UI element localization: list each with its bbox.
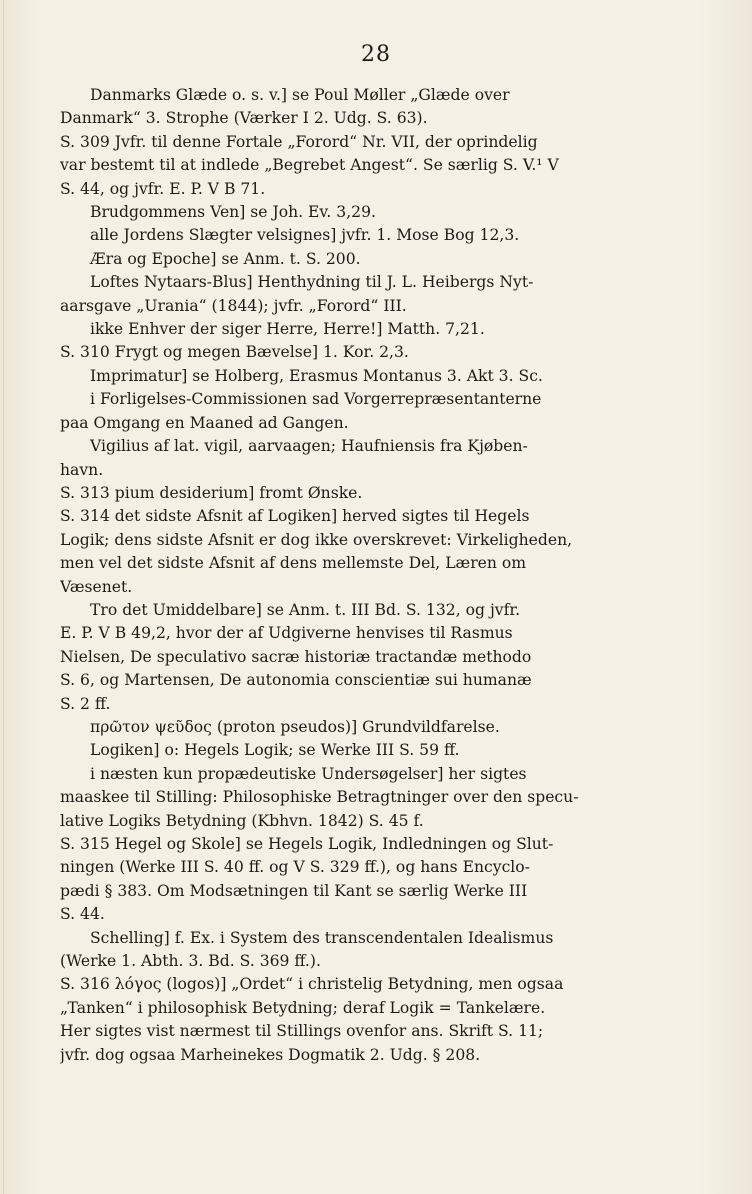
text-line: Loftes Nytaars-Blus] Henthydning til J. L. Heibergs Nyt- (90, 273, 534, 292)
text-line: paa Omgang en Maaned ad Gangen. (60, 413, 349, 432)
text-line: havn. (60, 460, 104, 479)
text-line: S. 2 ff. (60, 694, 111, 713)
text-line: S. 313 pium desiderium] fromt Ønske. (60, 483, 363, 502)
text-line: (Werke 1. Abth. 3. Bd. S. 369 ff.). (60, 952, 321, 971)
text-line: jvfr. dog ogsaa Marheinekes Dogmatik 2. Udg. § 208. (60, 1045, 481, 1064)
text-line: Logiken] o: Hegels Logik; se Werke III S. 59 ff. (90, 741, 460, 760)
text-line: lative Logiks Betydning (Kbhvn. 1842) S. 45 f. (60, 811, 424, 830)
text-line: S. 44. (60, 905, 105, 924)
text-line: i Forligelses-Commissionen sad Vorgerrepræsentanterne (90, 390, 542, 409)
text-line: S. 315 Hegel og Skole] se Hegels Logik, Indledningen og Slut- (60, 835, 554, 853)
text-line: S. 309 Jvfr. til denne Fortale „Forord“ Nr. VII, der oprindelig (60, 132, 538, 151)
text-line: i næsten kun propædeutiske Undersøgelser] her sigtes (90, 764, 527, 783)
text-line: Væsenet. (60, 577, 133, 596)
text-line: S. 314 det sidste Afsnit af Logiken] herved sigtes til Hegels (60, 507, 530, 526)
text-line: S. 44, og jvfr. E. P. V B 71. (60, 179, 266, 198)
text-line: aarsgave „Urania“ (1844); jvfr. „Forord“ III. (60, 296, 407, 315)
text-line: Tro det Umiddelbare] se Anm. t. III Bd. S. 132, og jvfr. (90, 600, 521, 619)
text-line: E. P. V B 49,2, hvor der af Udgiverne henvises til Rasmus (60, 624, 513, 643)
text-line: πρῶτον ψεῦδος (proton pseudos)] Grundvildfarelse. (90, 717, 500, 736)
text-line: Brudgommens Ven] se Joh. Ev. 3,29. (90, 203, 376, 222)
text-line: Imprimatur] se Holberg, Erasmus Montanus 3. Akt 3. Sc. (90, 366, 543, 385)
text-line: Æra og Epoche] se Anm. t. S. 200. (90, 249, 361, 268)
text-line: S. 310 Frygt og megen Bævelse] 1. Kor. 2,3. (60, 343, 409, 362)
text-line: Schelling] f. Ex. i System des transcendentalen Idealismus (90, 928, 554, 947)
text-line: pædi § 383. Om Modsætningen til Kant se særlig Werke III (60, 881, 528, 900)
text-line: Logik; dens sidste Afsnit er dog ikke overskrevet: Virkeligheden, (60, 530, 573, 549)
text-line: men vel det sidste Afsnit af dens mellemste Del, Læren om (60, 554, 527, 573)
text-line: ningen (Werke III S. 40 ff. og V S. 329 ff.), og hans Encyclo- (60, 858, 530, 877)
text-line: Vigilius af lat. vigil, aarvaagen; Haufniensis fra Kjøben- (90, 437, 528, 456)
page-edge-shadow (3, 0, 4, 1194)
text-line: ikke Enhver der siger Herre, Herre!] Matth. 7,21. (90, 320, 485, 339)
text-line: Her sigtes vist nærmest til Stillings ovenfor ans. Skrift S. 11; (60, 1022, 544, 1041)
text-line: alle Jordens Slægter velsignes] jvfr. 1. Mose Bog 12,3. (90, 226, 520, 245)
page-number: 28 (361, 42, 391, 67)
text-line: „Tanken“ i philosophisk Betydning; deraf Logik = Tankelære. (60, 998, 546, 1017)
text-line: var bestemt til at indlede „Begrebet Angest“. Se særlig S. V.¹ V (60, 156, 559, 175)
text-line: Danmarks Glæde o. s. v.] se Poul Møller „Glæde over (90, 86, 510, 104)
text-line: maaskee til Stilling: Philosophiske Betragtninger over den specu- (60, 788, 579, 807)
text-line: S. 316 λόγος (logos)] „Ordet“ i christelig Betydning, men ogsaa (60, 975, 564, 994)
text-line: Nielsen, De speculativo sacræ historiæ tractandæ methodo (60, 647, 532, 666)
text-line: Danmark“ 3. Strophe (Værker I 2. Udg. S. 63). (60, 109, 428, 128)
text-line: S. 6, og Martensen, De autonomia conscientiæ sui humanæ (60, 671, 532, 690)
annotation-text-block (60, 84, 728, 1067)
